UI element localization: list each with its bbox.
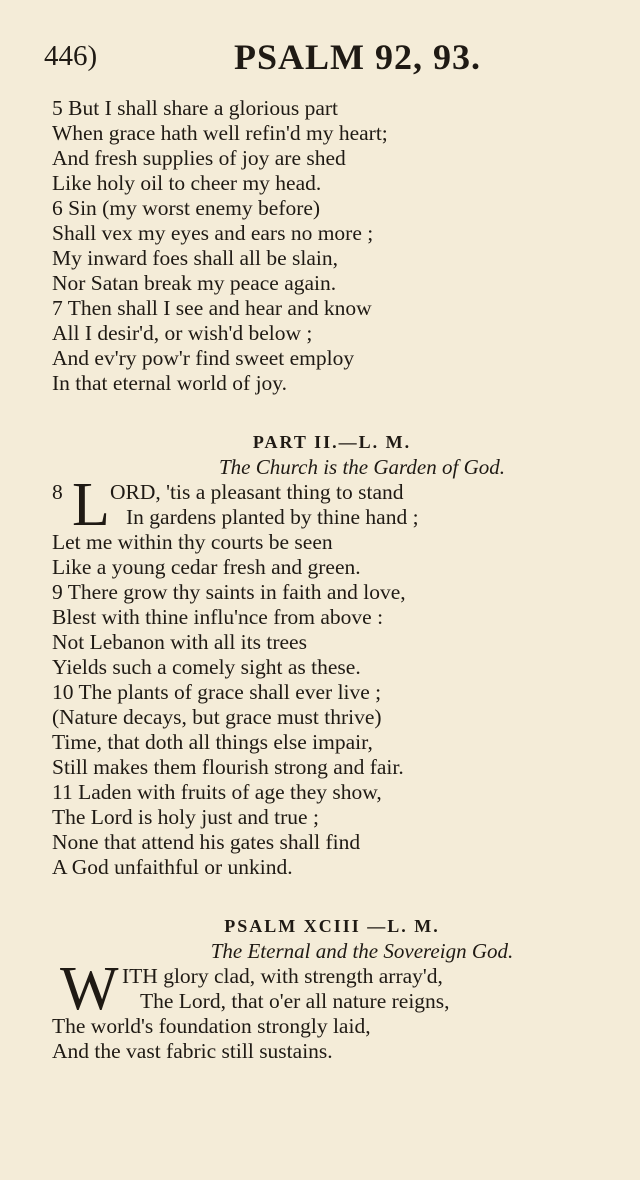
verse-line: 7 Then shall I see and hear and know	[52, 296, 372, 320]
verse-line: Time, that doth all things else impair,	[52, 730, 373, 754]
verse-line: And fresh supplies of joy are shed	[52, 146, 346, 170]
drop-cap: L	[72, 471, 110, 539]
page-number: 446)	[44, 40, 98, 72]
verse-line: My inward foes shall all be slain,	[52, 246, 339, 270]
psalm93-subtitle: The Eternal and the Sovereign God.	[210, 939, 514, 963]
verse-line: Like a young cedar fresh and green.	[52, 555, 361, 579]
verse-line: And the vast fabric still sustains.	[52, 1039, 333, 1063]
verse-line: Like holy oil to cheer my head.	[52, 171, 322, 195]
verse-line: 11 Laden with fruits of age they show,	[52, 780, 382, 804]
verse-line: Let me within thy courts be seen	[52, 530, 333, 554]
verse-line: 5 But I shall share a glorious part	[52, 96, 339, 120]
verse-line: In gardens planted by thine hand ;	[126, 505, 419, 529]
page-body	[52, 96, 612, 1064]
verse-line: And ev'ry pow'r find sweet employ	[52, 346, 355, 370]
verse-line: 10 The plants of grace shall ever live ;	[52, 680, 382, 704]
verse-line: A God unfaithful or unkind.	[52, 855, 293, 879]
verse-line: Blest with thine influ'nce from above :	[52, 605, 384, 629]
verse-number: 8	[52, 480, 63, 504]
verse-line: (Nature decays, but grace must thrive)	[52, 705, 382, 729]
verse-line: The world's foundation strongly laid,	[52, 1014, 371, 1038]
running-title: PSALM 92, 93.	[234, 37, 481, 77]
part2-subtitle: The Church is the Garden of God.	[218, 455, 505, 479]
verse-line: Not Lebanon with all its trees	[52, 630, 307, 654]
verse-line: Yields such a comely sight as these.	[52, 655, 361, 679]
drop-cap: W	[60, 955, 119, 1023]
verse-line: The Lord is holy just and true ;	[52, 805, 319, 829]
verse-line: In that eternal world of joy.	[52, 371, 288, 395]
part2-opening	[52, 471, 612, 539]
verse-line: All I desir'd, or wish'd below ;	[52, 321, 313, 345]
verse-line: None that attend his gates shall find	[52, 830, 361, 854]
psalm93-heading: PSALM XCIII —L. M.	[224, 916, 440, 936]
verse-line: When grace hath well refin'd my heart;	[52, 121, 388, 145]
verse-line: The Lord, that o'er all nature reigns,	[140, 989, 450, 1013]
verse-line: 9 There grow thy saints in faith and love,	[52, 580, 406, 604]
verse-line: ORD, 'tis a pleasant thing to stand	[110, 480, 404, 504]
verse-line: Shall vex my eyes and ears no more ;	[52, 221, 374, 245]
page-header	[44, 28, 596, 78]
verse-line: ITH glory clad, with strength array'd,	[122, 964, 443, 988]
verse-line: Still makes them flourish strong and fair.	[52, 755, 404, 779]
part2-heading: PART II.—L. M.	[252, 432, 412, 452]
psalm93-opening	[52, 955, 612, 1023]
part1-stanzas	[52, 96, 612, 396]
verse-line: 6 Sin (my worst enemy before)	[52, 196, 321, 220]
verse-line: Nor Satan break my peace again.	[52, 271, 337, 295]
